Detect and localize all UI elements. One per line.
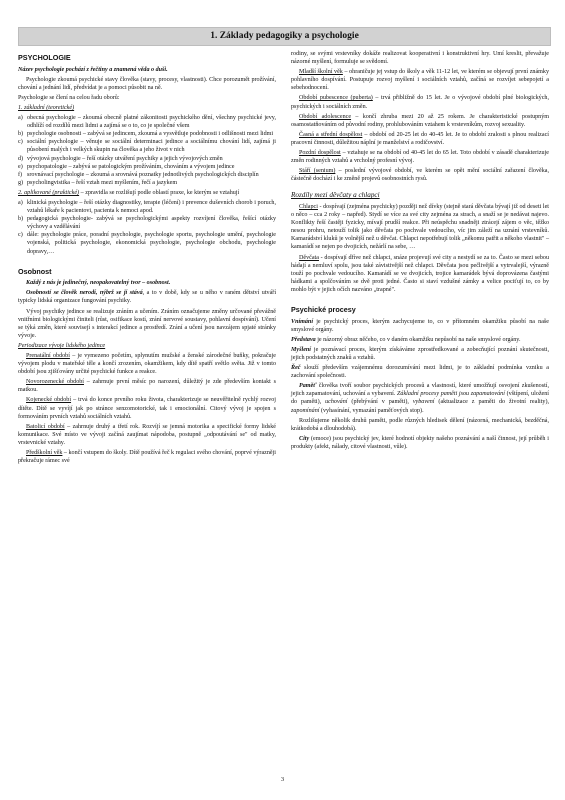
- personality-bold: Osobností se člověk nerodí, nýbrž se jí stává: [26, 290, 143, 297]
- applied-label: 2. aplikované (praktické): [18, 189, 80, 196]
- processes-list: [291, 318, 549, 381]
- list-item: [18, 155, 276, 163]
- applied-paragraph: [18, 189, 276, 197]
- memory-text-3: (přebývání v paměti),: [347, 399, 413, 406]
- list-item-key: c): [18, 139, 23, 146]
- memory-term: Paměť: [299, 383, 317, 390]
- term-paragraph: [291, 336, 549, 344]
- term: Myšlení: [291, 346, 311, 353]
- term: Řeč: [291, 365, 301, 372]
- list-item: [18, 171, 276, 179]
- personality-rest: , a to v době, kdy se u něho v raném dětství utváří typicky lidská organizace fungování psychiky.: [18, 290, 277, 305]
- applied-intro: – zpravidla se rozlišují podle oblastí praxe, ke kterým se vztahují: [79, 189, 240, 196]
- term-paragraph: [18, 423, 276, 447]
- term: Časná a střední dospělost: [299, 131, 363, 138]
- boys-paragraph: [291, 203, 549, 252]
- list-item-text: dále: psychologie práce, poradní psychologie, psychologie sportu, psychologie umění, psychologie vojenská, politická psychologie, ekonomická psychologie, psychologie obchodu, psychologie dopravy,…: [27, 232, 276, 255]
- list-item-text: srovnávací psychologie – zkoumá a srovnává poznatky jednotlivých psychologických disciplín: [27, 171, 259, 178]
- boys-text: - dospívají (zejména psychicky) později než dívky (stejně stará děvčata bývají již od deseti let o něco – cca 2 roky – napřed). Stydí se více za své city zejména za strach, a snaží se je nedávat najevo. Konflikty řeší častěji fyzicky, mívají prudší reakce. Při neúspěchu snadněji ztrácejí zájem o věc, těžko nesou prohru, netouží tolik jako děvčata po pochvale vedoucího, víc jim záleží na uznání vrstevníků. Kamarádství kluků je volnější než u děvčat. Chlapci nepotřebují tolik „někomu patřit a někoho vlastnit" – kamarádí se nejen po dvojicích, nežárlí na sebe, …: [291, 203, 549, 251]
- list-item: [18, 163, 276, 171]
- memory-paragraph: [291, 382, 549, 414]
- term-text: – končí zhruba mezi 20 až 25 rokem. Je charakteristické postupným osamostatňováním od původní rodiny, prohlubováním vztahem k vrstevníkům, rozvoj sexuality.: [291, 113, 549, 128]
- term: Období pubescence (puberta): [299, 95, 373, 102]
- term-text: – zahrnuje druhý a třetí rok. Rozvíjí se jemná motorika a specifické formy lidské komunikace. Své místo ve vývoji začíná zaujímat nápodoba, postupně „odpoutávání se" od matky, vrstevnické vztahy.: [18, 423, 276, 446]
- term-text: – období od 20-25 let do 40-45 let. Je to období zralosti s plnou realizací pracovní činnosti, důležitou náplní je manželství a rodičovství.: [291, 131, 549, 146]
- term-paragraph: [291, 346, 549, 362]
- term-text: – vztahuje se na období od 40-45 let do 65 let. Toto období v zásadě charakterizuje změn rodinných vztahů a vrcholný profesní vývoj.: [291, 150, 549, 165]
- memory-text-5: (vyhasínání, vymazání paměťových stop).: [319, 407, 424, 414]
- left-periods: [18, 352, 276, 465]
- memory-types: Rozlišujeme několik druhů paměti, podle různých hledisek dělení (názorná, mechanická, bezděčná, krátkodobá a dlouhodobá).: [291, 417, 549, 432]
- memory-text: člověka tvoří soubor psychických procesů a vlastností, které umožňují osvojení zkušeností, jejich zapamatování, uchování a vybavení.: [291, 383, 549, 398]
- emotions-text: (emoce) jsou psychický jev, které hodnotí objekty našeho poznávání a naší činnost, její průběh i produkty (afekt, nálady, citové vlastnosti, vůle).: [291, 435, 549, 450]
- term-paragraph: [291, 318, 549, 334]
- term: Kojenecké období: [26, 397, 72, 404]
- term-paragraph: [291, 149, 549, 165]
- section-heading-processes: Psychické procesy: [291, 305, 356, 315]
- list-item-key: e): [18, 163, 23, 170]
- list-item-key: d): [18, 155, 24, 162]
- page-number: 3: [280, 776, 285, 783]
- girls-paragraph: [291, 254, 549, 294]
- term-text: – ohraničuje jej vstup do školy a věk 11-12 let, ve kterém se objevují první známky pohlavního dospívání. Postupuje rozvoj myšlení i sociálních vztahů, začíná se rozvíjet sebepojetí a sebehodnocení.: [291, 69, 550, 92]
- psychology-divide: Psychologie se člení na celou řadu oborů:: [18, 94, 120, 101]
- list-item: [18, 199, 276, 215]
- list-item-text: psychopatologie – zabývá se patologickým prožíváním, chováním a vývojem jedince: [27, 163, 235, 170]
- memory-italic-3: vybavení: [412, 399, 435, 406]
- term-paragraph: [18, 378, 276, 394]
- term-text: – končí vstupem do školy. Dítě používá řeč k regulaci svého chování, poprvé výrazněji překračuje rámec své: [18, 450, 276, 465]
- term-text: je názorný obraz něčeho, co v daném okamžiku nepůsobí na naše smyslové orgány.: [315, 336, 521, 343]
- term-text: je psychický proces, kterým zachycujeme to, co v přítomném okamžiku působí na naše smyslové orgány.: [291, 318, 549, 333]
- term: Stáří (senium): [299, 168, 336, 175]
- term: Období adolescence: [299, 113, 352, 120]
- term: Pozdní dospělost: [299, 150, 341, 157]
- continued-paragraph: rodiny, se svými vrstevníky dokáže realizovat kooperativní i konstruktivní hry. Umí kreslit, převažuje názorné myšlení, formuluje se svědomí.: [291, 51, 549, 66]
- term-text: slouží především vzájemnému dorozumívání mezi lidmi, je to základní podmínka vzniku a zachování společnosti.: [291, 365, 549, 380]
- term-paragraph: [291, 113, 549, 129]
- term: Mladší školní věk: [299, 69, 343, 76]
- term: Předškolní věk: [26, 450, 63, 456]
- term-text: – je vymezeno početím, splynutím mužské a ženské zárodečné buňky, pokračuje vývojem plodu v mateřské těle a končí zrozením, okamžikem, kdy dítě spatří světlo světa. Již v tomto období jsou zjišťovány určité psychické funkce a reakce.: [18, 352, 276, 376]
- section-heading-psychology: PSYCHOLOGIE: [18, 53, 71, 62]
- boys-term: Chlapci: [299, 203, 318, 210]
- list-item: [18, 231, 276, 255]
- term-paragraph: [291, 68, 549, 92]
- term: Batolicí období: [26, 423, 65, 430]
- list-item-key: b): [18, 216, 24, 223]
- term-text: – zahrnuje první měsíc po narození, důležitý je zde především kontakt s matkou.: [18, 379, 276, 394]
- term-text: je poznávací proces, kterým získáváme zprostředkované a zobecňující poznání skutečnosti, jejich podstatných znaků a vztahů.: [291, 346, 549, 361]
- term: Vnímání: [291, 318, 314, 325]
- applied-branches-list: [18, 199, 276, 256]
- section-heading-personality: Osobnost: [18, 266, 52, 276]
- personality-quote: Každý z nás je jedinečný, neopakovatelný tvor – osobnost.: [26, 280, 171, 287]
- chapter-title: 1. Základy pedagogiky a psychologie: [18, 27, 551, 46]
- list-item-text: psycholingvistika – řeší vztah mezi myšlením, řečí a jazykem: [27, 179, 178, 186]
- emotions-term: City: [299, 435, 310, 442]
- periodization-heading: Periodizace vývoje lidského jedince: [18, 342, 106, 349]
- list-item: [18, 114, 276, 130]
- term-paragraph: [291, 364, 549, 380]
- term-text: – trvá do konce prvního roku života, charakterizuje se neuvěřitelně rychlý rozvoj dítěte. Dítě se vyvíjí jak po stránce senzomotorické, tak i emocionální. Citový vývoj je spojen s formováním prvních vztahů sociálních vztahů.: [18, 397, 276, 420]
- list-item: [18, 138, 276, 154]
- list-item-key: b): [18, 131, 24, 138]
- term-paragraph: [291, 131, 549, 147]
- list-item-text: vývojová psychologie – řeší otázky utváření psychiky a jejich vývojových změn: [27, 155, 223, 162]
- list-item-text: sociální psychologie – věnuje se sociální determinaci jedince a sociálnímu chování lidí, zajímá ji působení malých i velkých skupin na člověka a jeho život v nich: [27, 139, 276, 154]
- term: Novorozenecké období: [26, 379, 84, 386]
- left-column: [18, 50, 276, 467]
- term-text: – trvá přibližně do 15 let. Je o vývojové období plné biologických, psychických i sociálních změn.: [291, 95, 549, 110]
- term-paragraph: [291, 167, 549, 183]
- list-item-key: c): [18, 232, 23, 239]
- memory-italic-1: Základní procesy paměti jsou zapamatování: [397, 391, 505, 398]
- basic-label: 1. základní (teoretické): [18, 104, 75, 111]
- term-paragraph: [18, 396, 276, 420]
- basic-branches-list: [18, 114, 276, 187]
- girls-term: Děvčata: [299, 254, 319, 261]
- list-item-text: klinická psychologie – řeší otázky diagnostiky, terapie (léčení) i prevence duševních chorob i poruch, vztahů lékaře k pacientovi, pacienta k nemoci apod.: [27, 199, 276, 215]
- psychology-origin: Název psychologie pochází z řečtiny a znamená věda o duši.: [18, 66, 168, 73]
- list-item: [18, 130, 276, 138]
- girls-text: - dospívají dříve než chlapci, snáze projevují své city a nestydí se za to. Často se mezi sebou hádají a nemluví spolu, jsou také závistivější než chlapci. Děvčata jsou pečlivější a vytrvalejší, výrazně touží po pochvale vedoucího. Kamarádí se ve dvojicích, trojice kamarádek bývá doprovázena častými hádkami a spolčováním se dvě proti jedné. Často si staví vzdušné zámky a velice pociťují to, co by mohlo být v jejich očích nazváno „trapné".: [291, 254, 549, 293]
- term: Prenatální období: [26, 352, 70, 359]
- term-paragraph: [18, 352, 276, 376]
- memory-italic-2: uchování: [325, 399, 348, 406]
- right-periods: [291, 68, 549, 183]
- personality-development: Vývoj psychiky jedince se realizuje zráním a učením. Zráním označujeme změny určované převážně vnitřními biologickými činiteli (růst, osifikace kostí, zrání nervové soustavy, pohlavní dospívání). Učení se týká změn, které souvisejí s interakcí jedince a prostředí. Zrání a učení jsou navzájem spjaté stránky vývoje.: [18, 308, 276, 339]
- term-paragraph: [18, 449, 276, 465]
- memory-text-4: (aktualizace z paměti do životní reality),: [434, 399, 550, 406]
- differences-heading: Rozdíly mezi děvčaty a chlapci: [291, 191, 380, 200]
- list-item-text: pedagogická psychologie- zabývá se psychologickými aspekty rozvíjení člověka, řešící otázky výchovy a vzdělávání: [27, 216, 276, 231]
- personality-paragraph: [18, 289, 276, 305]
- list-item-key: f): [18, 171, 23, 178]
- psychology-intro: Psychologie zkoumá psychické stavy člověka (stavy, procesy, vlastnosti). Chce porozumět prožívání, chování a jednání lidí, předvídat je a pomoci působit na ně.: [18, 76, 276, 91]
- list-item-key: g): [18, 179, 24, 186]
- list-item: [18, 179, 276, 187]
- term-paragraph: [291, 94, 549, 110]
- list-item: [18, 215, 276, 231]
- list-item-text: psychologie osobnosti – zabývá se jedincem, zkoumá a vysvětluje podobnosti i odlišnosti mezi lidmi: [27, 131, 274, 138]
- memory-italic-4: zapomínání: [291, 407, 320, 414]
- list-item-key: a): [18, 115, 23, 122]
- list-item-text: obecná psychologie – zkoumá obecně platné zákonitosti psychického dění, všechny psychické jevy, odhlíží od rozdílů mezi lidmi a zajímá se o to, co je společné všem: [27, 115, 276, 130]
- list-item-key: a): [18, 199, 23, 206]
- memory-text-2: (vštípení, uložení do paměti),: [291, 391, 549, 406]
- right-column: [291, 50, 549, 453]
- term-text: – poslední vývojové období, ve kterém se opět mění sociální zařazení člověka, částečně dochází i ke změně projevů osobnostních rysů.: [291, 168, 549, 183]
- emotions-paragraph: [291, 435, 549, 451]
- term: Představa: [291, 336, 316, 343]
